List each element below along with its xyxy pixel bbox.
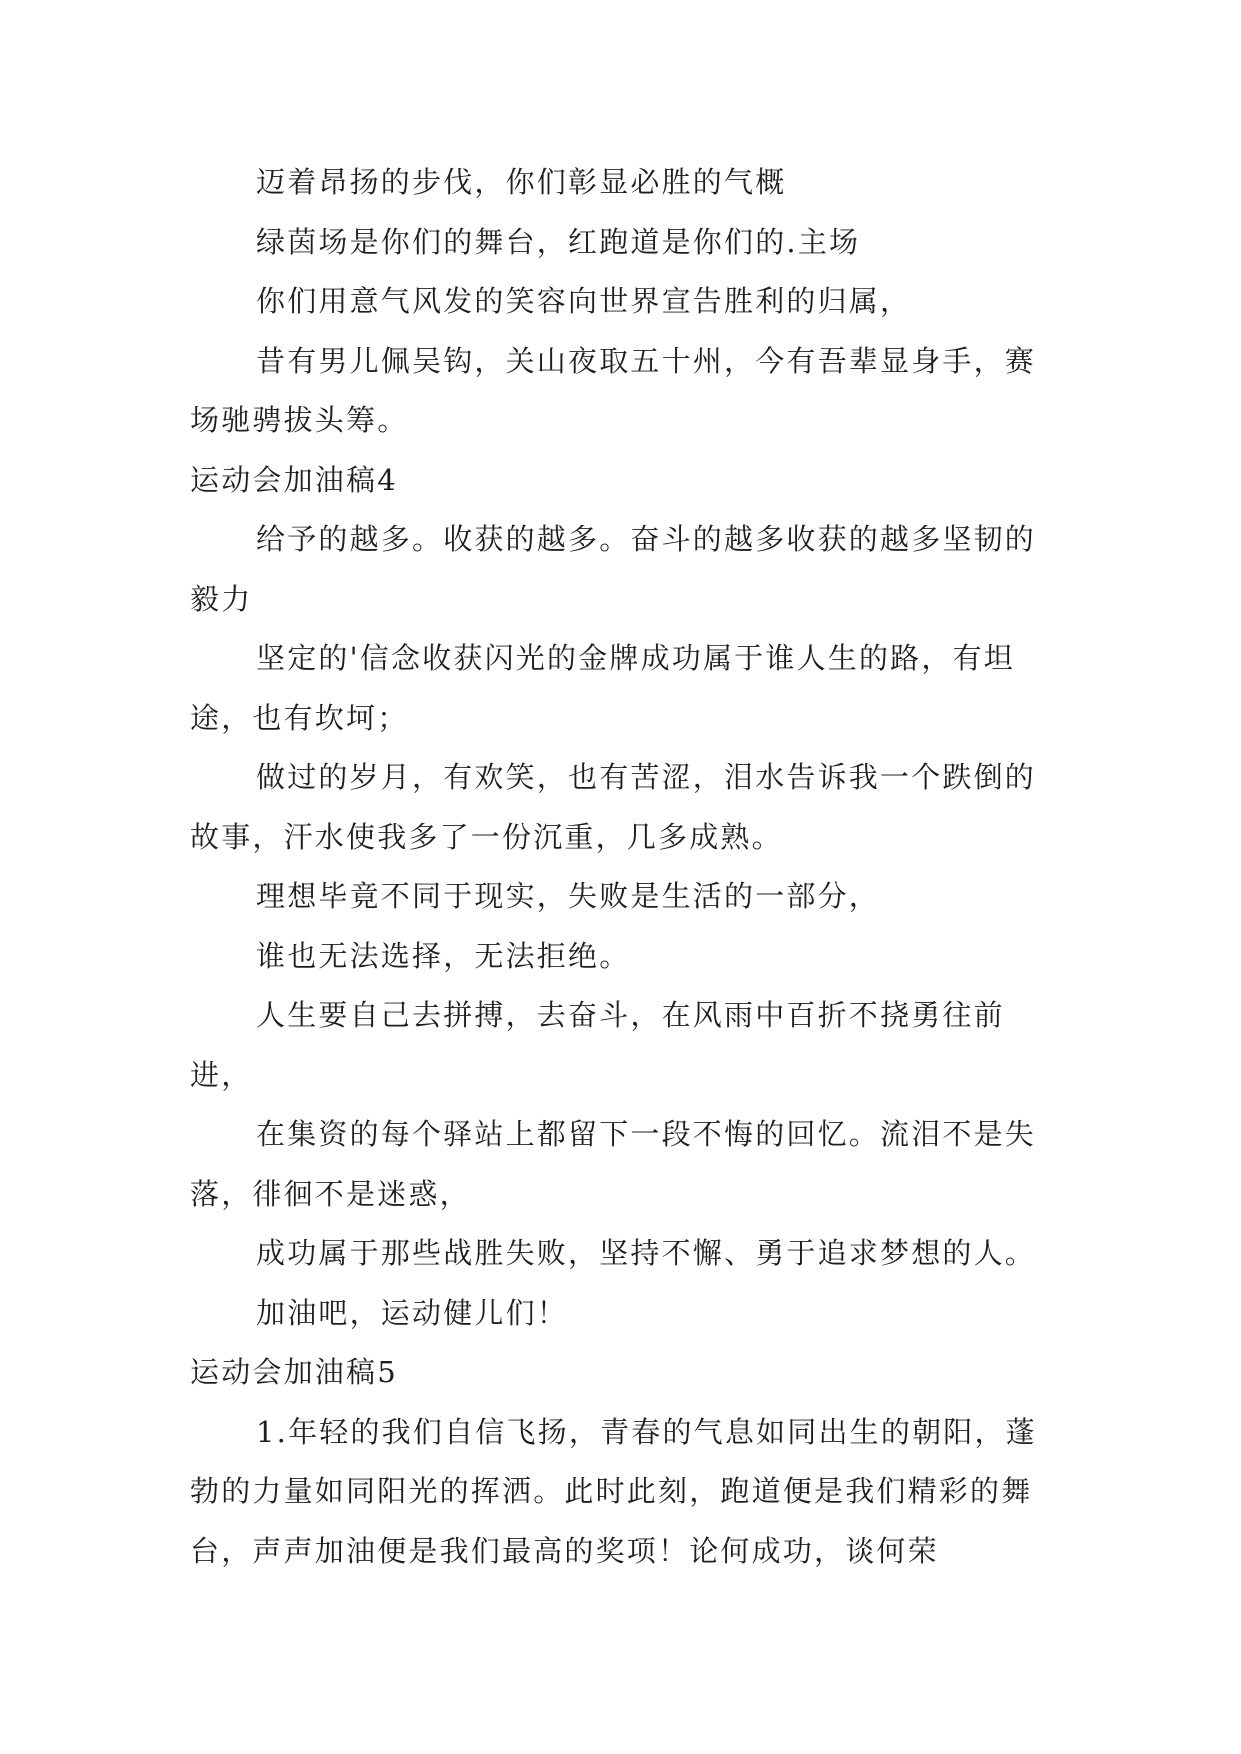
paragraph: 谁也无法选择，无法拒绝。 [256,938,631,973]
paragraph: 做过的岁月，有欢笑，也有苦涩，泪水告诉我一个跌倒的故事，汗水使我多了一份沉重，几多成熟。 [190,760,1037,854]
paragraph: 迈着昂扬的步伐，你们彰显必胜的气概 [256,165,787,199]
paragraph: 1.年轻的我们自信飞扬，青春的气息如同出生的朝阳，蓬勃的力量如同阳光的挥洒。此时此刻，跑道便是我们精彩的舞台，声声加油便是我们最高的奖项！论何成功，谈何荣 [190,1414,1037,1568]
section-heading: 运动会加油稿5 [190,1355,398,1389]
document-body [190,153,1060,1581]
section-heading: 运动会加油稿4 [190,462,398,497]
paragraph: 成功属于那些战胜失败，坚持不懈、勇于追求梦想的人。 [256,1236,1037,1270]
paragraph: 给予的越多。收获的越多。奋斗的越多收获的越多坚韧的毅力 [190,522,1037,616]
paragraph: 加油吧，运动健儿们！ [256,1295,569,1330]
paragraph: 你们用意气风发的笑容向世界宣告胜利的归属， [256,284,912,318]
paragraph: 人生要自己去拼搏，去奋斗，在风雨中百折不挠勇往前进， [190,998,1005,1092]
paragraph: 绿茵场是你们的舞台，红跑道是你们的.主场 [256,224,861,259]
paragraph: 昔有男儿佩吴钩，关山夜取五十州，今有吾辈显身手，赛场驰骋拔头筹。 [190,343,1037,437]
paragraph: 在集资的每个驿站上都留下一段不悔的回忆。流泪不是失落，徘徊不是迷惑， [190,1117,1037,1211]
paragraph: 理想毕竟不同于现实，失败是生活的一部分， [256,879,881,913]
paragraph: 坚定的'信念收获闪光的金牌成功属于谁人生的路，有坦途，也有坎坷； [190,641,1015,735]
